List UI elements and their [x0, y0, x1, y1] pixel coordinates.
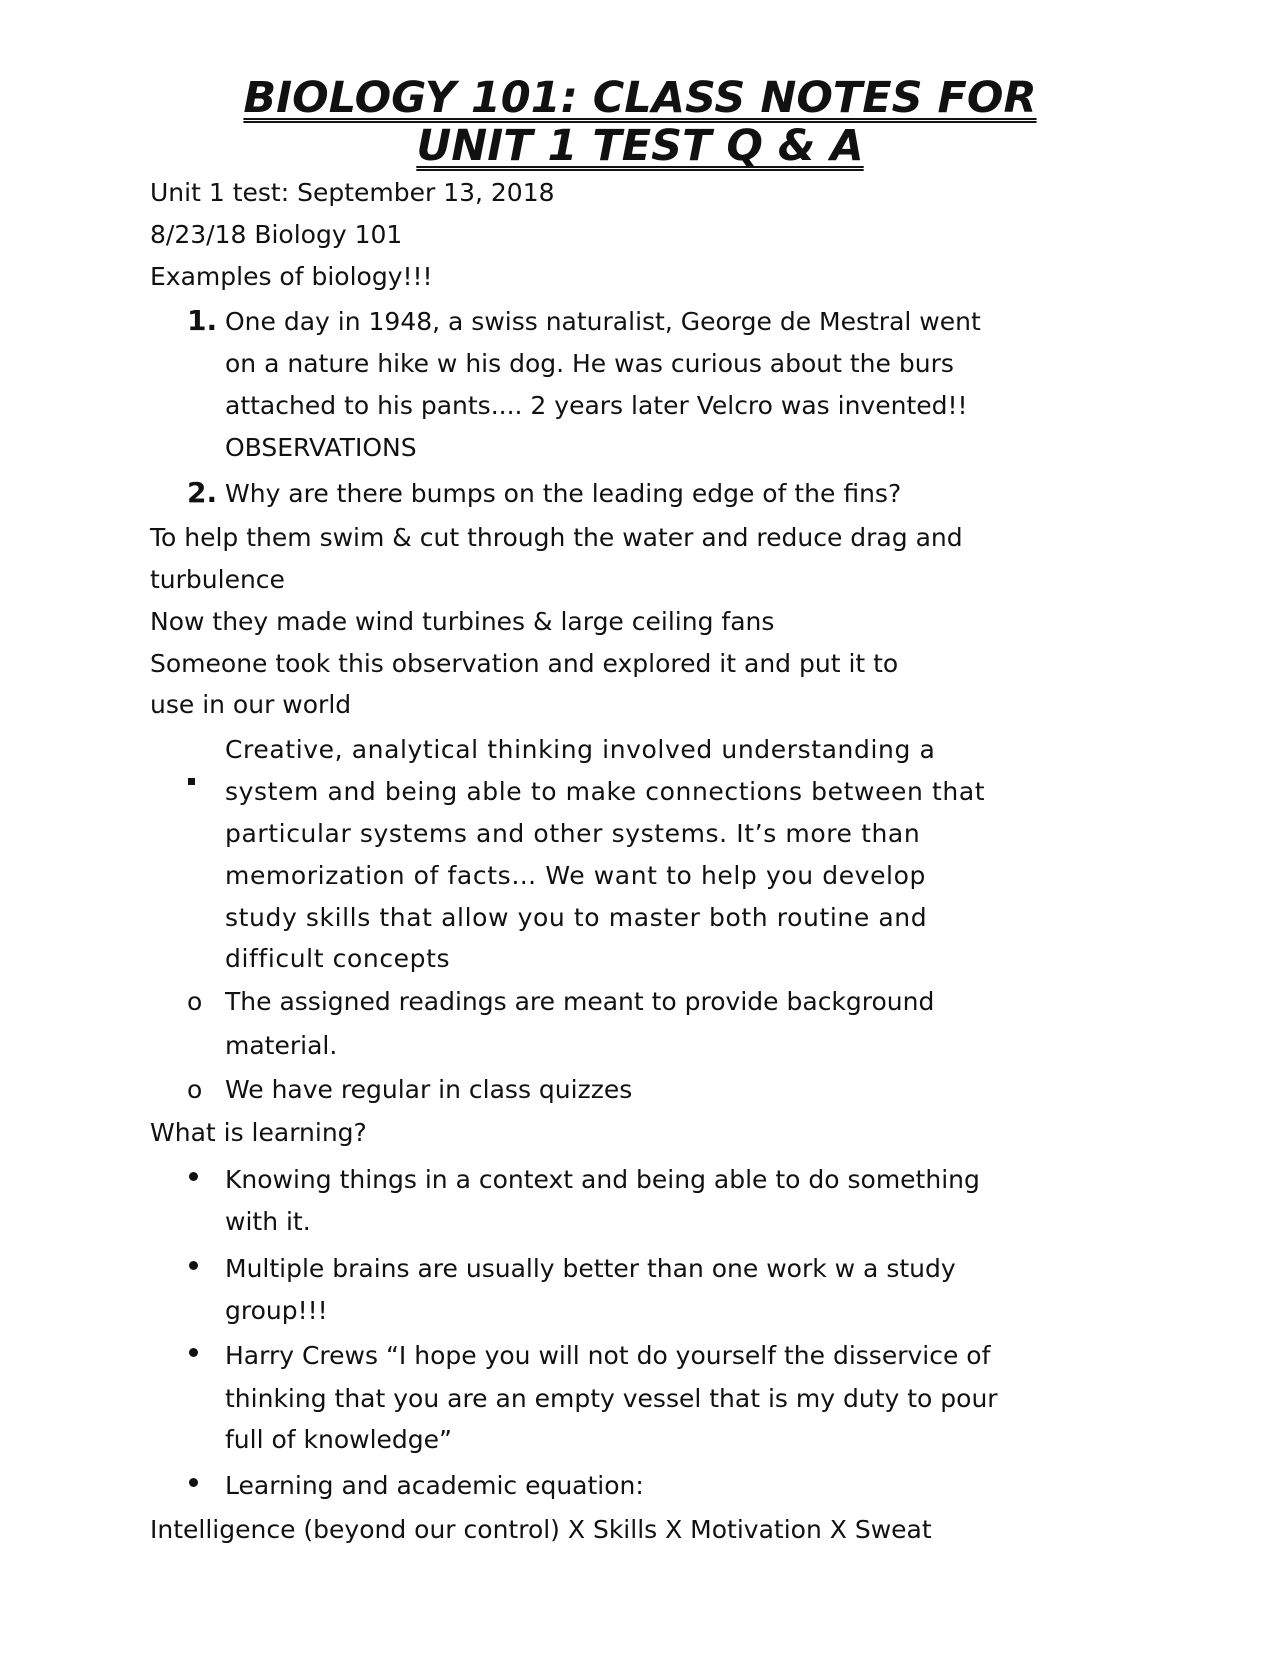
numbered-item-1-line-4: OBSERVATIONS [225, 433, 417, 462]
dot-bullet-2-line-1: Multiple brains are usually better than one work w a study [225, 1254, 956, 1283]
dot-bullet-3-line-2: thinking that you are an empty vessel that is my duty to pour [225, 1384, 998, 1413]
paragraph-line: To help them swim & cut through the water and reduce drag and [150, 523, 963, 552]
examples-heading: Examples of biology!!! [150, 262, 433, 291]
circle-bullet-1-line-2: material. [225, 1031, 338, 1060]
paragraph-line: Now they made wind turbines & large ceiling fans [150, 607, 775, 636]
circle-bullet-icon: o [187, 1075, 203, 1104]
dot-bullet-icon [189, 1261, 198, 1270]
learning-equation: Intelligence (beyond our control) X Skills X Motivation X Sweat [150, 1515, 932, 1544]
document-title [150, 74, 1130, 170]
square-bullet-line-6: difficult concepts [225, 944, 451, 973]
test-date-line: Unit 1 test: September 13, 2018 [150, 178, 555, 207]
dot-bullet-icon [189, 1478, 198, 1487]
title-line-1: BIOLOGY 101: CLASS NOTES FOR [243, 73, 1037, 123]
numbered-item-1-line-1: One day in 1948, a swiss naturalist, George de Mestral went [225, 307, 981, 336]
paragraph-line: turbulence [150, 565, 285, 594]
circle-bullet-2-line-1: We have regular in class quizzes [225, 1075, 633, 1104]
square-bullet-line-4: memorization of facts… We want to help you develop [225, 861, 926, 890]
numbered-item-2-line-1: Why are there bumps on the leading edge of the fins? [225, 479, 902, 508]
square-bullet-line-2: system and being able to make connections between that [225, 777, 986, 806]
dot-bullet-2-line-2: group!!! [225, 1296, 328, 1325]
circle-bullet-1-line-1: The assigned readings are meant to provide background [225, 987, 935, 1016]
title-line-2: UNIT 1 TEST Q & A [416, 121, 864, 171]
square-bullet-icon [188, 778, 195, 785]
dot-bullet-3-line-1: Harry Crews “I hope you will not do yourself the disservice of [225, 1341, 991, 1370]
dot-bullet-icon [189, 1172, 198, 1181]
numbered-item-1-line-3: attached to his pants.... 2 years later Velcro was invented!! [225, 391, 968, 420]
dot-bullet-1-line-2: with it. [225, 1207, 311, 1236]
list-number-2: 2. [187, 476, 218, 509]
class-date-line: 8/23/18 Biology 101 [150, 220, 403, 249]
paragraph-line: use in our world [150, 690, 352, 719]
square-bullet-line-5: study skills that allow you to master both routine and [225, 903, 928, 932]
numbered-item-1-line-2: on a nature hike w his dog. He was curious about the burs [225, 349, 954, 378]
dot-bullet-3-line-3: full of knowledge” [225, 1425, 452, 1454]
dot-bullet-4-line-1: Learning and academic equation: [225, 1471, 644, 1500]
dot-bullet-1-line-1: Knowing things in a context and being able to do something [225, 1165, 980, 1194]
square-bullet-line-3: particular systems and other systems. It’s more than [225, 819, 921, 848]
list-number-1: 1. [187, 304, 218, 337]
learning-question: What is learning? [150, 1118, 367, 1147]
square-bullet-line-1: Creative, analytical thinking involved understanding a [225, 735, 936, 764]
circle-bullet-icon: o [187, 987, 203, 1016]
paragraph-line: Someone took this observation and explored it and put it to [150, 649, 899, 678]
dot-bullet-icon [189, 1348, 198, 1357]
